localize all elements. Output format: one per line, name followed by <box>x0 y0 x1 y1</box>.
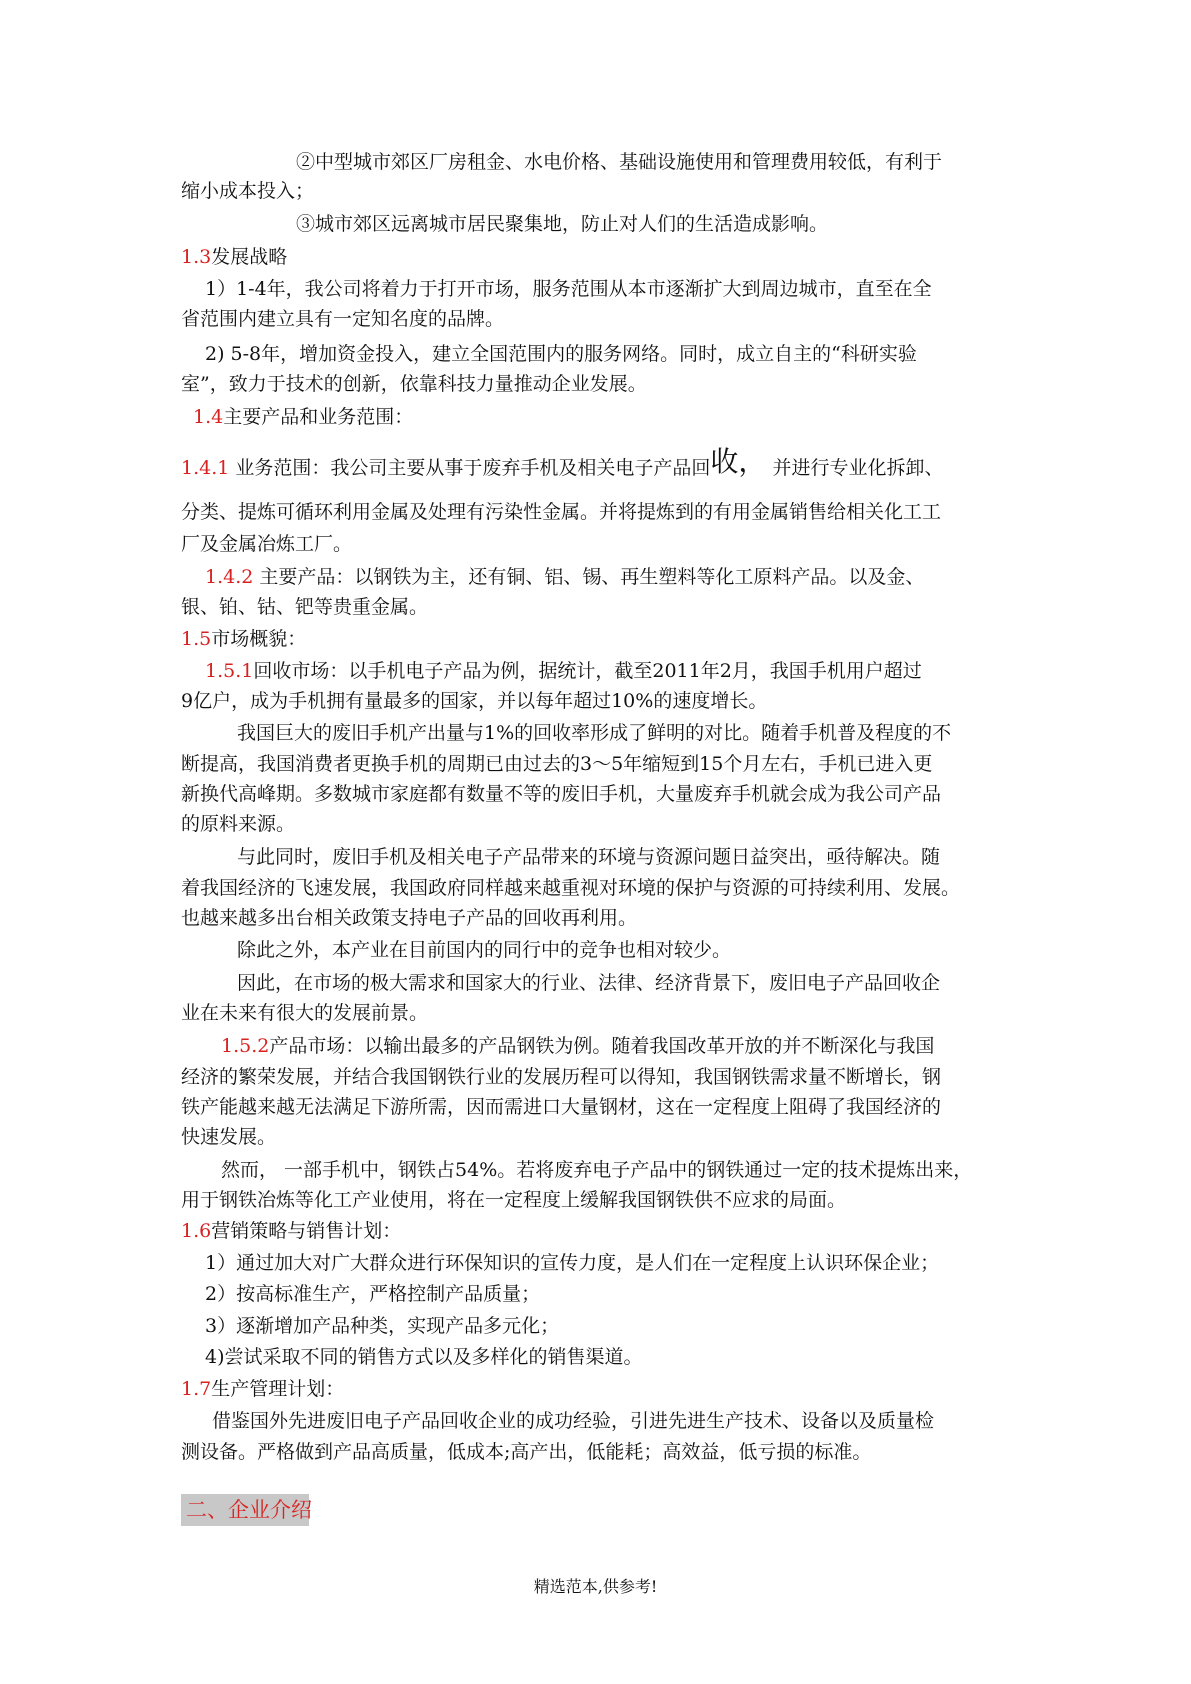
text-line: 业在未来有很大的发展前景。 <box>181 1002 429 1024</box>
text-line: 分类、提炼可循环利用金属及处理有污染性金属。并将提炼到的有用金属销售给相关化工工 <box>181 501 942 523</box>
text-line: 9亿户，成为手机拥有量最多的国家，并以每年超过10%的速度增长。 <box>181 690 768 712</box>
chapter-heading: 二、企业介绍 <box>186 1498 312 1522</box>
section-heading-1-4: 1.4主要产品和业务范围： <box>193 406 414 428</box>
text-line: 然而， 一部手机中，钢铁占54%。若将废弃电子产品中的钢铁通过一定的技术提炼出来， <box>221 1159 973 1181</box>
text-line: 借鉴国外先进废旧电子产品回收企业的成功经验，引进先进生产技术、设备以及质量检 <box>212 1410 935 1432</box>
text-line: 我国巨大的废旧手机产出量与1%的回收率形成了鲜明的对比。随着手机普及程度的不 <box>237 722 952 744</box>
text-line: 厂及金属冶炼工厂。 <box>181 533 353 555</box>
text-line: 缩小成本投入； <box>181 180 315 202</box>
text-line: 经济的繁荣发展，并结合我国钢铁行业的发展历程可以得知，我国钢铁需求量不断增长，钢 <box>181 1066 942 1088</box>
text-line: 1.5.1回收市场：以手机电子产品为例，据统计，截至2011年2月，我国手机用户超过 <box>205 660 922 682</box>
text-line: 断提高，我国消费者更换手机的周期已由过去的3～5年缩短到15个月左右，手机已进入更 <box>181 753 933 775</box>
text-line: 测设备。严格做到产品高质量，低成本;高产出，低能耗；高效益，低亏损的标准。 <box>181 1441 872 1463</box>
text-line: 因此，在市场的极大需求和国家大的行业、法律、经济背景下，废旧电子产品回收企 <box>237 972 941 994</box>
text-line: 铁产能越来越无法满足下游所需，因而需进口大量钢材，这在一定程度上阻碍了我国经济的 <box>181 1096 942 1118</box>
text-line: 1）1-4年，我公司将着力于打开市场，服务范围从本市逐渐扩大到周边城市，直至在全 <box>205 278 932 300</box>
page-footer: 精选范本,供参考! <box>533 1577 658 1596</box>
text-line: 1.4.1 业务范围：我公司主要从事于废弃手机及相关电子产品回收， 并进行专业化拆卸、 <box>181 445 944 479</box>
text-line: ②中型城市郊区厂房租金、水电价格、基础设施使用和管理费用较低，有利于 <box>296 151 943 173</box>
text-line: 也越来越多出台相关政策支持电子产品的回收再利用。 <box>181 907 638 929</box>
section-heading-1-6: 1.6营销策略与销售计划： <box>181 1220 402 1242</box>
section-heading-1-3: 1.3发展战略 <box>181 246 288 268</box>
text-line: ③城市郊区远离城市居民聚集地，防止对人们的生活造成影响。 <box>296 213 829 235</box>
section-heading-1-5: 1.5市场概貌： <box>181 628 307 650</box>
text-line: 用于钢铁冶炼等化工产业使用，将在一定程度上缓解我国钢铁供不应求的局面。 <box>181 1189 847 1211</box>
text-line: 1.4.2 主要产品：以钢铁为主，还有铜、铝、锡、再生塑料等化工原料产品。以及金、 <box>205 566 925 588</box>
text-line: 快速发展。 <box>181 1126 277 1148</box>
list-item: 1）通过加大对广大群众进行环保知识的宣传力度，是人们在一定程度上认识环保企业； <box>205 1252 940 1274</box>
section-heading-1-7: 1.7生产管理计划： <box>181 1378 345 1400</box>
list-item: 4)尝试采取不同的销售方式以及多样化的销售渠道。 <box>205 1346 643 1368</box>
text-line: 着我国经济的飞速发展，我国政府同样越来越重视对环境的保护与资源的可持续利用、发展。 <box>181 877 961 899</box>
text-line: 省范围内建立具有一定知名度的品牌。 <box>181 308 505 330</box>
list-item: 2）按高标准生产，严格控制产品质量； <box>205 1283 541 1305</box>
text-line: 2) 5-8年，增加资金投入，建立全国范围内的服务网络。同时，成立自主的“科研实验 <box>205 343 917 365</box>
list-item: 3）逐渐增加产品种类，实现产品多元化； <box>205 1315 560 1337</box>
text-line: 银、铂、钴、钯等贵重金属。 <box>181 596 429 618</box>
text-line: 1.5.2产品市场：以输出最多的产品钢铁为例。随着我国改革开放的并不断深化与我国 <box>221 1035 935 1057</box>
text-line: 的原料来源。 <box>181 813 296 835</box>
text-line: 与此同时，废旧手机及相关电子产品带来的环境与资源问题日益突出，亟待解决。随 <box>237 846 941 868</box>
text-line: 除此之外，本产业在目前国内的同行中的竞争也相对较少。 <box>237 939 732 961</box>
text-line: 新换代高峰期。多数城市家庭都有数量不等的废旧手机，大量废弃手机就会成为我公司产品 <box>181 783 942 805</box>
text-line: 室”，致力于技术的创新，依靠科技力量推动企业发展。 <box>181 373 647 395</box>
